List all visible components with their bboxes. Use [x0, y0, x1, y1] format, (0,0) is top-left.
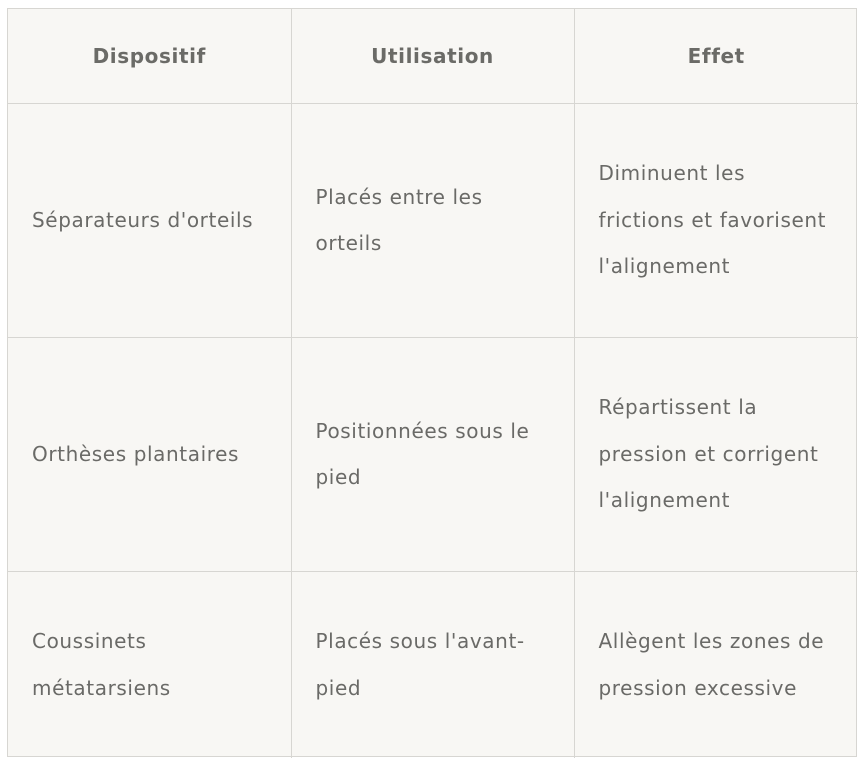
column-header-dispositif: Dispositif [8, 9, 291, 103]
cell-dispositif: Coussinets métatarsiens [8, 571, 291, 758]
header-row [8, 9, 858, 103]
cell-effet: Diminuent les frictions et favorisent l'alignement [574, 103, 858, 337]
devices-table-container [7, 8, 857, 757]
column-header-utilisation: Utilisation [291, 9, 574, 103]
column-header-effet: Effet [574, 9, 858, 103]
cell-effet: Allègent les zones de pression excessive [574, 571, 858, 758]
table-row [8, 337, 858, 571]
table-header [8, 9, 858, 103]
devices-table [8, 9, 858, 758]
cell-utilisation: Placés sous l'avant-pied [291, 571, 574, 758]
cell-dispositif: Séparateurs d'orteils [8, 103, 291, 337]
cell-utilisation: Placés entre les orteils [291, 103, 574, 337]
table-row [8, 103, 858, 337]
cell-effet: Répartissent la pression et corrigent l'alignement [574, 337, 858, 571]
cell-utilisation: Positionnées sous le pied [291, 337, 574, 571]
cell-dispositif: Orthèses plantaires [8, 337, 291, 571]
table-row [8, 571, 858, 758]
table-body [8, 103, 858, 758]
